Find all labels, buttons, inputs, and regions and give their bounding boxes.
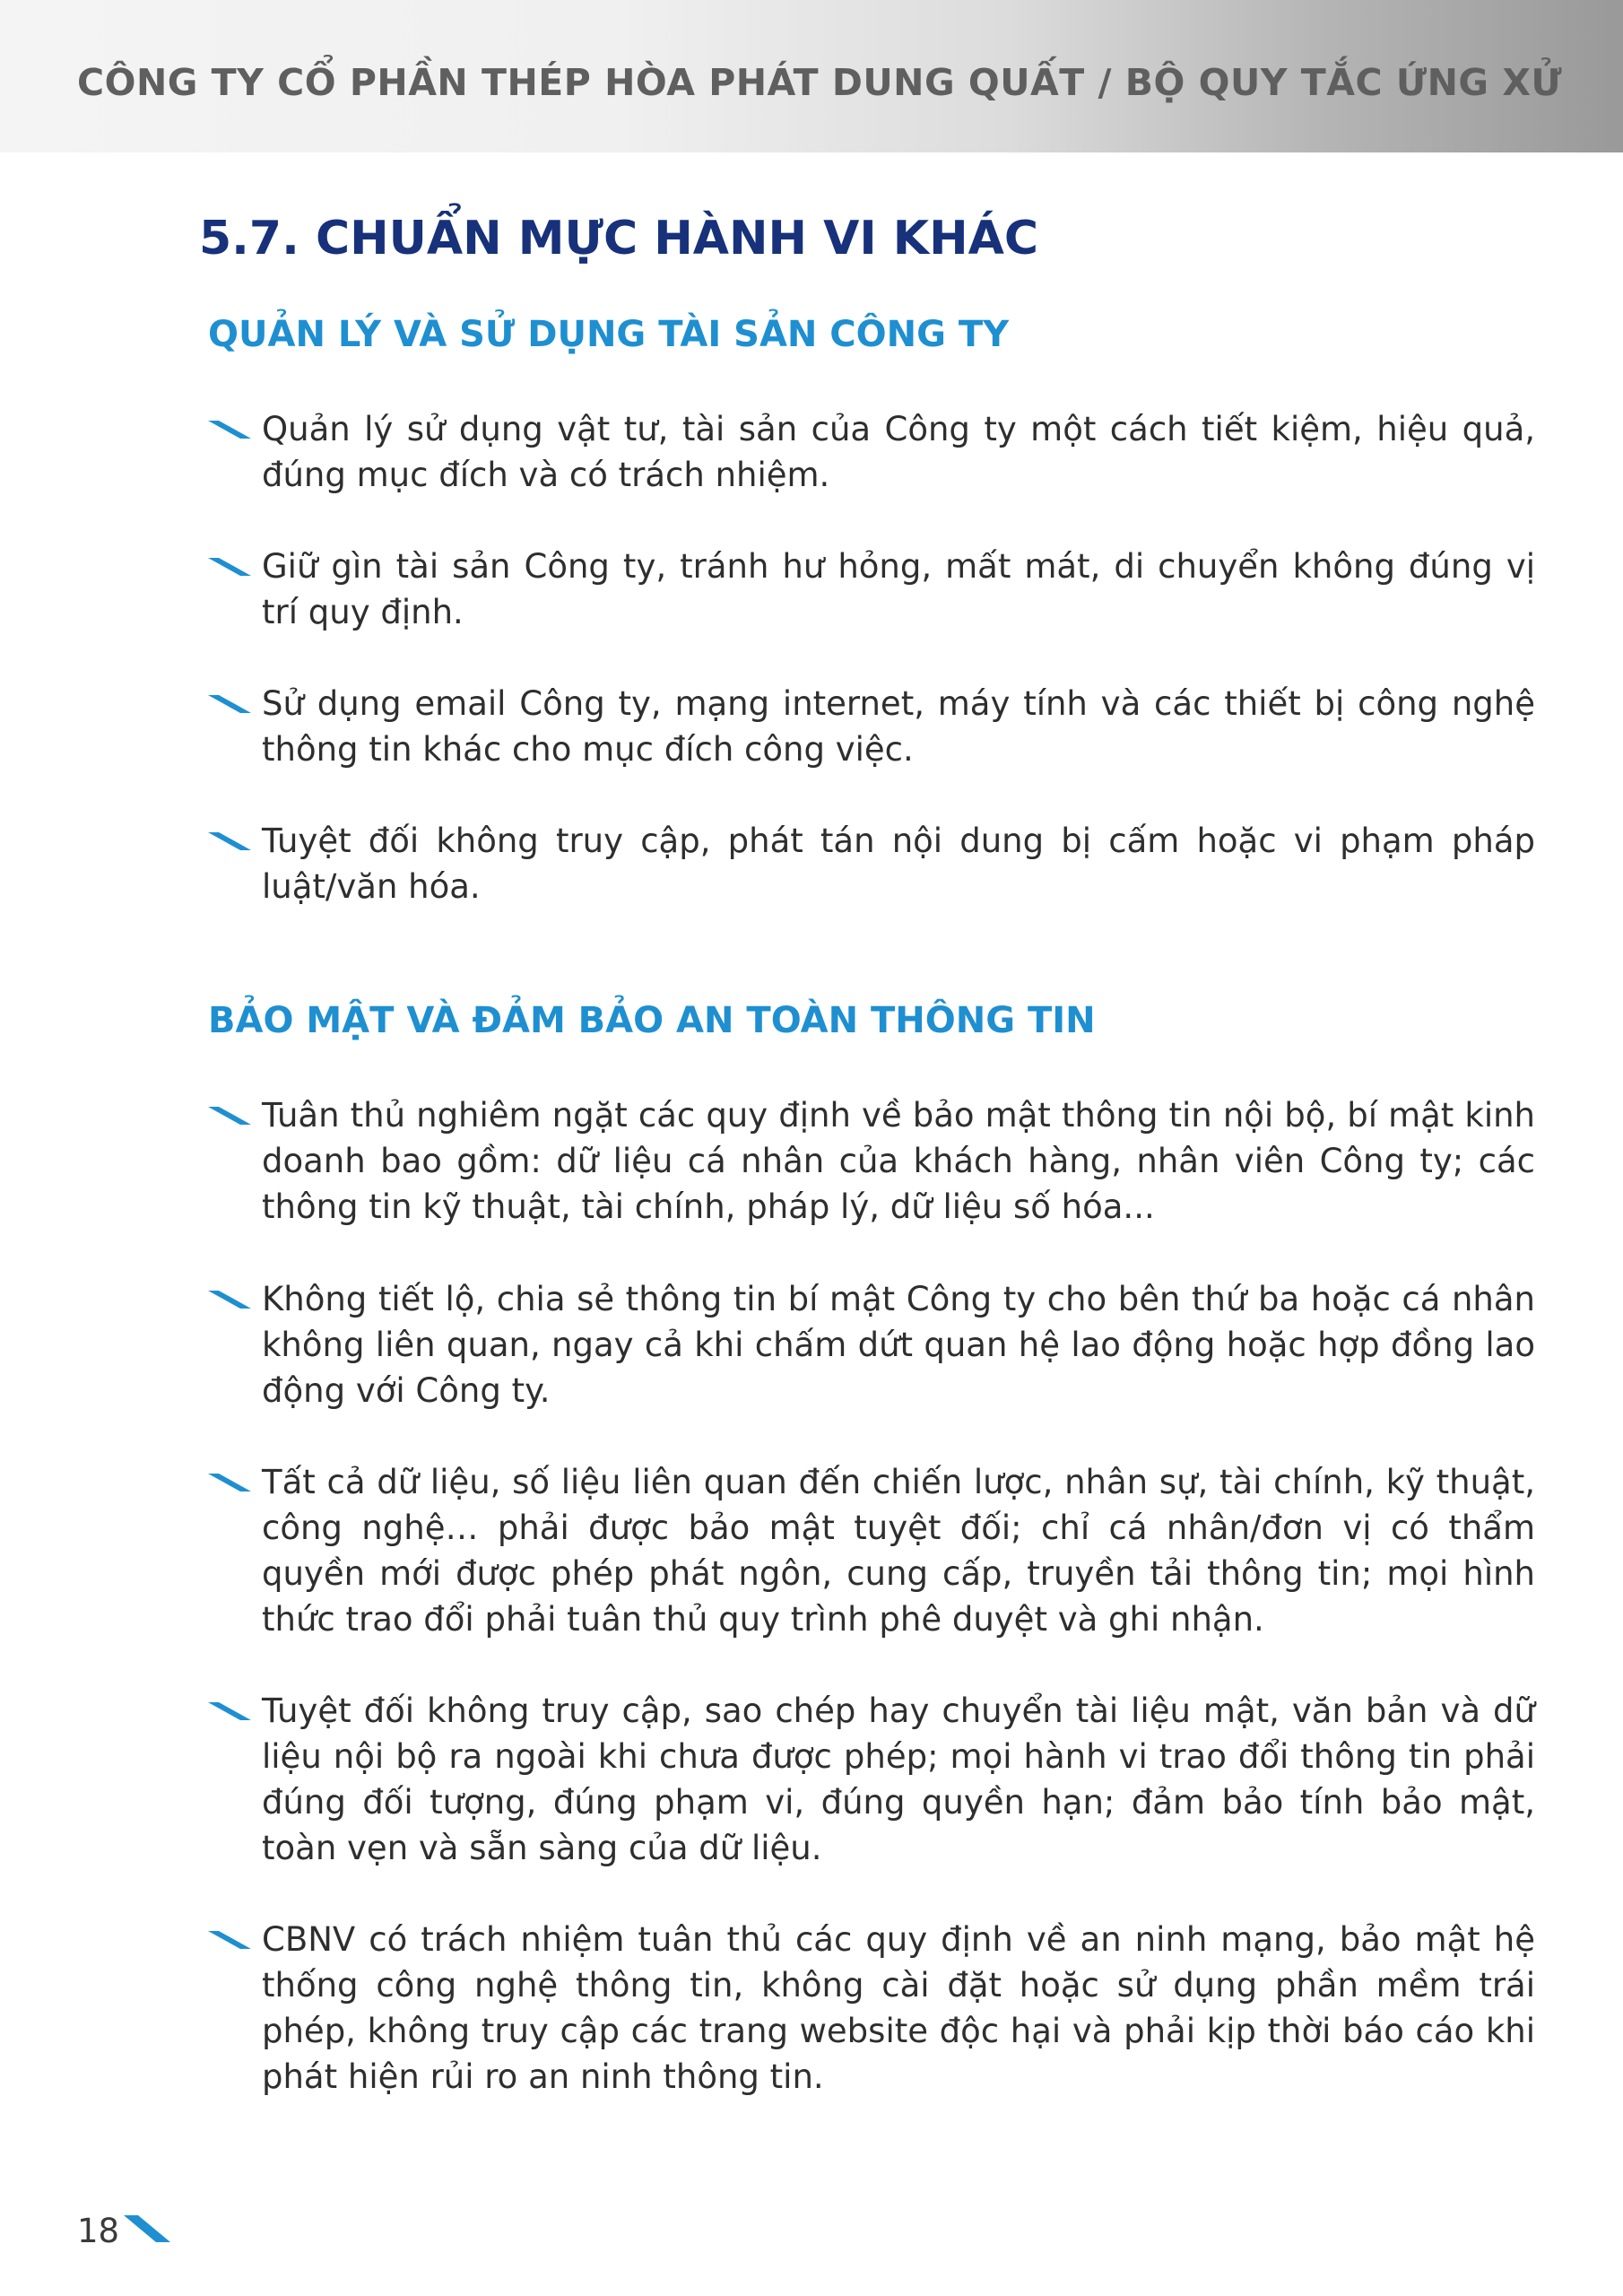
bullet-icon xyxy=(208,421,251,439)
subheading-asset-management: QUẢN LÝ VÀ SỬ DỤNG TÀI SẢN CÔNG TY xyxy=(208,314,1010,355)
page-corner-mark-icon xyxy=(124,2215,170,2242)
list-item xyxy=(208,1917,1535,2100)
list-item-text: Không tiết lộ, chia sẻ thông tin bí mật Công ty cho bên thứ ba hoặc cá nhân không liên quan, ngay cả khi chấm dứt quan hệ lao động hoặc hợp đồng lao động với Công ty. xyxy=(262,1280,1535,1410)
subheading-information-security: BẢO MẬT VÀ ĐẢM BẢO AN TOÀN THÔNG TIN xyxy=(208,1000,1096,1041)
bullet-icon xyxy=(208,1931,251,1949)
bullet-icon xyxy=(208,1474,251,1492)
list-item-text: Giữ gìn tài sản Công ty, tránh hư hỏng, mất mát, di chuyển không đúng vị trí quy định. xyxy=(262,547,1535,631)
list-item xyxy=(208,681,1535,772)
document-header-title: CÔNG TY CỔ PHẦN THÉP HÒA PHÁT DUNG QUẤT / BỘ QUY TẮC ỨNG XỬ xyxy=(77,61,1563,104)
page-number: 18 xyxy=(77,2212,120,2250)
list-item-text: Tuyệt đối không truy cập, phát tán nội dung bị cấm hoặc vi phạm pháp luật/văn hóa. xyxy=(262,822,1535,906)
list-item-text: Tất cả dữ liệu, số liệu liên quan đến chiến lược, nhân sự, tài chính, kỹ thuật, công nghệ… phải được bảo mật tuyệt đối; chỉ cá nhân/đơn vị có thẩm quyền mới được phép phát ngôn, cung cấp, truyền tải thông tin; mọi hình thức trao đổi phải tuân thủ quy trình phê duyệt và ghi nhận. xyxy=(262,1463,1535,1639)
bullet-icon xyxy=(208,1107,251,1125)
bullet-icon xyxy=(208,695,251,713)
list-item-text: Quản lý sử dụng vật tư, tài sản của Công ty một cách tiết kiệm, hiệu quả, đúng mục đích và có trách nhiệm. xyxy=(262,410,1535,494)
list-item-text: Tuân thủ nghiêm ngặt các quy định về bảo mật thông tin nội bộ, bí mật kinh doanh bao gồm: dữ liệu cá nhân của khách hàng, nhân viên Công ty; các thông tin kỹ thuật, tài chính, pháp lý, dữ liệu số hóa... xyxy=(262,1096,1535,1226)
list-item xyxy=(208,544,1535,635)
list-item xyxy=(208,406,1535,498)
list-item-text: Sử dụng email Công ty, mạng internet, máy tính và các thiết bị công nghệ thông tin khác cho mục đích công việc. xyxy=(262,684,1535,769)
bullet-icon xyxy=(208,1702,251,1720)
list-item xyxy=(208,1459,1535,1642)
bullet-icon xyxy=(208,1291,251,1309)
section-title: 5.7. CHUẨN MỰC HÀNH VI KHÁC xyxy=(199,212,1039,265)
list-item xyxy=(208,1276,1535,1413)
bullet-icon xyxy=(208,832,251,850)
bullet-icon xyxy=(208,558,251,576)
list-item-text: CBNV có trách nhiệm tuân thủ các quy định về an ninh mạng, bảo mật hệ thống công nghệ thông tin, không cài đặt hoặc sử dụng phần mềm trái phép, không truy cập các trang website độc hại và phải kịp thời báo cáo khi phát hiện rủi ro an ninh thông tin. xyxy=(262,1920,1535,2096)
list-item xyxy=(208,818,1535,909)
list-item xyxy=(208,1092,1535,1230)
list-item-text: Tuyệt đối không truy cập, sao chép hay chuyển tài liệu mật, văn bản và dữ liệu nội bộ ra ngoài khi chưa được phép; mọi hành vi trao đổi thông tin phải đúng đối tượng, đúng phạm vi, đúng quyền hạn; đảm bảo tính bảo mật, toàn vẹn và sẵn sàng của dữ liệu. xyxy=(262,1692,1535,1867)
list-item xyxy=(208,1688,1535,1871)
